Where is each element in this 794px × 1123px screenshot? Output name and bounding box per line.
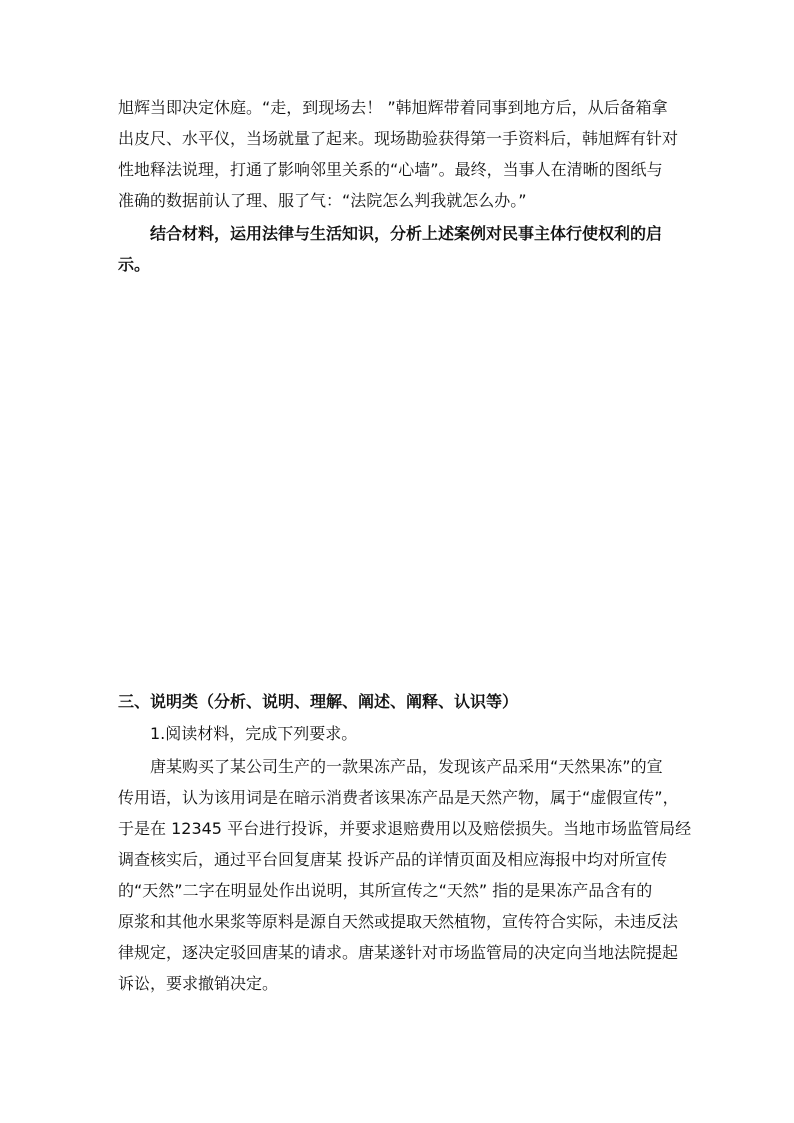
paragraph-line: 诉讼，要求撤销决定。 [118, 974, 279, 993]
paragraph-line: 出皮尺、水平仪，当场就量了起来。现场勘验获得第一手资料后，韩旭辉有针对 [118, 129, 679, 148]
paragraph-line: 原浆和其他水果浆等原料是源自天然或提取天然植物，宣传符合实际，未违反法 [118, 912, 679, 931]
paragraph-line: 调查核实后，通过平台回复唐某 投诉产品的详情页面及相应海报中均对所宣传 [118, 850, 668, 869]
paragraph-line: 律规定，逐决定驳回唐某的请求。唐某遂针对市场监管局的决定向当地法院提起 [118, 943, 679, 962]
question-line: 结合材料，运用法律与生活知识，分析上述案例对民事主体行使权利的启 [150, 224, 663, 243]
paragraph-line: 传用语，认为该用词是在暗示消费者该果冻产品是天然产物，属于“虚假宣传”， [118, 788, 679, 807]
paragraph-line: 准确的数据前认了理、服了气：“法院怎么判我就怎么办。” [118, 191, 527, 210]
question-item: 1.阅读材料，完成下列要求。 [150, 724, 358, 743]
paragraph-line: 唐某购买了某公司生产的一款果冻产品，发现该产品采用“天然果冻”的宣 [150, 757, 663, 776]
paragraph-line: 的“天然”二字在明显处作出说明，其所宣传之“天然” 指的是果冻产品含有的 [118, 881, 653, 900]
paragraph-line: 于是在 12345 平台进行投诉，并要求退赔费用以及赔偿损失。当地市场监管局经 [118, 819, 692, 838]
paragraph-line: 性地释法说理，打通了影响邻里关系的“心墙”。最终，当事人在清晰的图纸与 [118, 160, 663, 179]
question-line: 示。 [118, 255, 151, 274]
section-heading: 三、说明类（分析、说明、理解、阐述、阐释、认识等） [118, 692, 519, 711]
paragraph-line: 旭辉当即决定休庭。“走，到现场去！ ”韩旭辉带着同事到地方后，从后备箱拿 [118, 98, 668, 117]
